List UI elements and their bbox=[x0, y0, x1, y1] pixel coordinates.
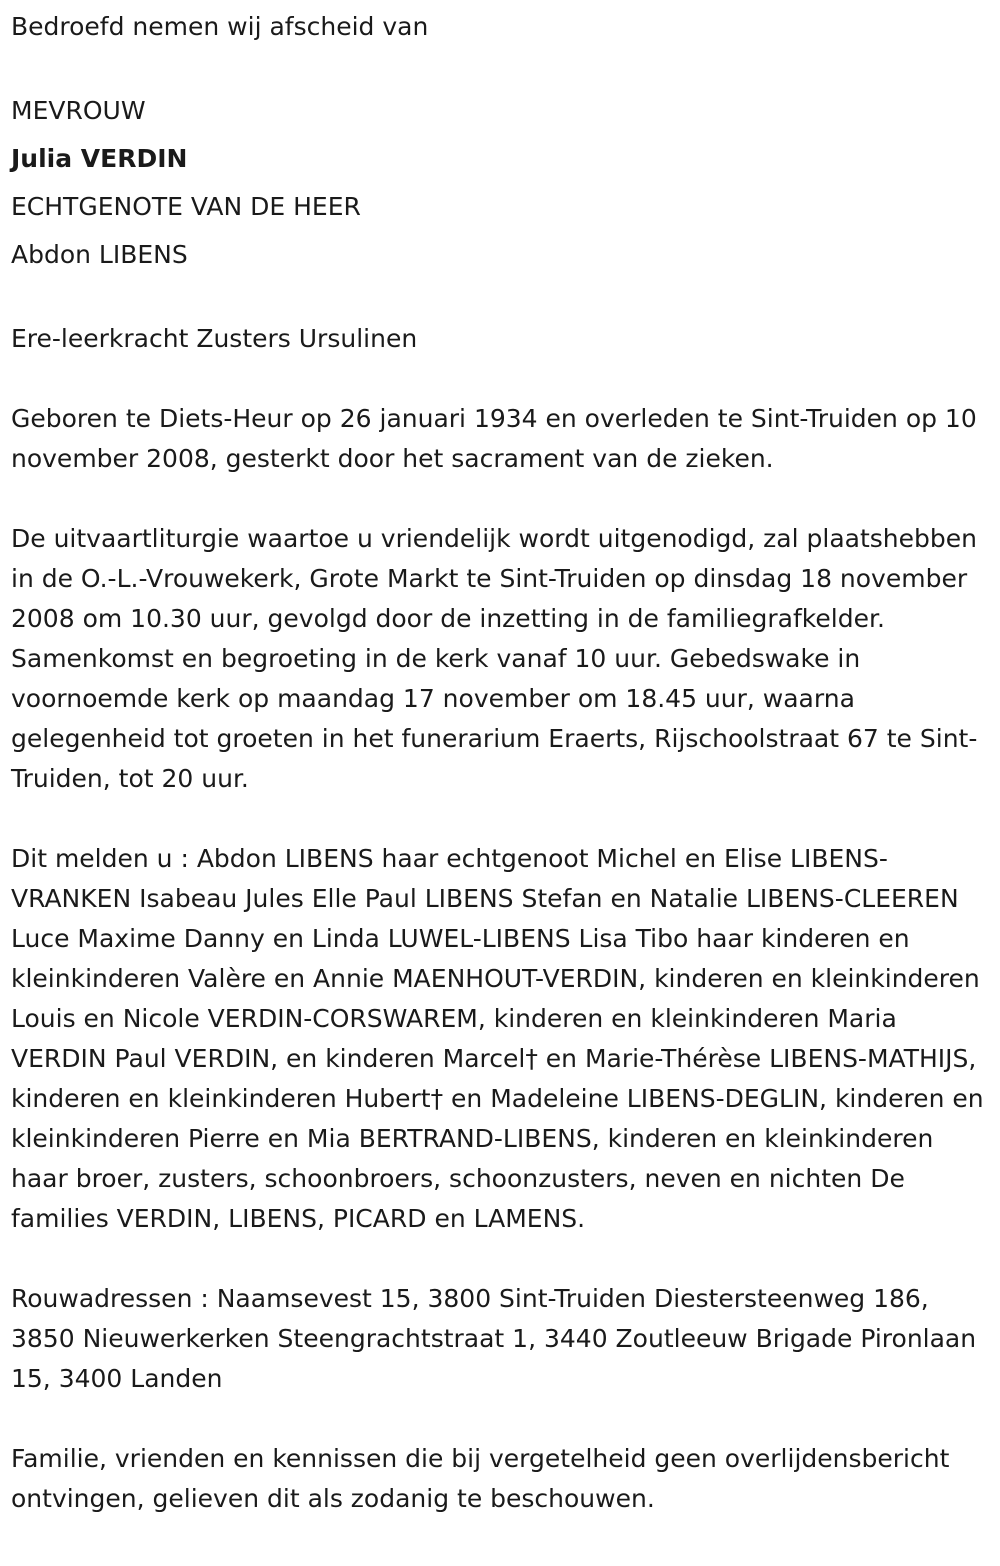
announcers-paragraph: Dit melden u : Abdon LIBENS haar echtgenoot Michel en Elise LIBENS-VRANKEN Isabeau Jules Elle Paul LIBENS Stefan en Natalie LIBENS-CLEEREN Luce Maxime Danny en Linda LUWEL-LIBENS Lisa Tibo haar kinderen en kleinkinderen Valère en Annie MAENHOUT-VERDIN, kinderen en kleinkinderen Louis en Nicole VERDIN-CORSWAREM, kinderen en kleinkinderen Maria VERDIN Paul VERDIN, en kinderen Marcel† en Marie-Thérèse LIBENS-MATHIJS, kinderen en kleinkinderen Hubert† en Madeleine LIBENS-DEGLIN, kinderen en kleinkinderen Pierre en Mia BERTRAND-LIBENS, kinderen en kleinkinderen haar broer, zusters, schoonbroers, schoonzusters, neven en nichten De families VERDIN, LIBENS, PICARD en LAMENS. bbox=[11, 844, 984, 1233]
intro-text: Bedroefd nemen wij afscheid van bbox=[11, 12, 429, 41]
spouse-label: ECHTGENOTE VAN DE HEER bbox=[11, 192, 361, 221]
funeral-paragraph: De uitvaartliturgie waartoe u vriendelijk wordt uitgenodigd, zal plaatshebben in de O.-L.-Vrouwekerk, Grote Markt te Sint-Truiden op dinsdag 18 november 2008 om 10.30 uur, gevolgd door de inzetting in de familiegrafkelder. Samenkomst en begroeting in de kerk vanaf 10 uur. Gebedswake in voornoemde kerk op maandag 17 november om 18.45 uur, waarna gelegenheid tot groeten in het funerarium Eraerts, Rijschoolstraat 67 te Sint-Truiden, tot 20 uur. bbox=[11, 524, 978, 793]
spouse-name: Abdon LIBENS bbox=[11, 240, 188, 269]
title-prefix: MEVROUW bbox=[11, 96, 146, 125]
addresses-paragraph: Rouwadressen : Naamsevest 15, 3800 Sint-Truiden Diestersteenweg 186, 3850 Nieuwerkerken Steengrachtstraat 1, 3440 Zoutleeuw Brigade Pironlaan 15, 3400 Landen bbox=[11, 1284, 977, 1393]
occupation-text: Ere-leerkracht Zusters Ursulinen bbox=[11, 324, 418, 353]
closing-paragraph: Familie, vrienden en kennissen die bij vergetelheid geen overlijdensbericht ontvingen, gelieven dit als zodanig te beschouwen. bbox=[11, 1444, 950, 1513]
birth-death-paragraph: Geboren te Diets-Heur op 26 januari 1934 en overleden te Sint-Truiden op 10 november 2008, gesterkt door het sacrament van de zieken. bbox=[11, 404, 977, 473]
obituary-document bbox=[11, 7, 993, 1519]
deceased-name: Julia VERDIN bbox=[11, 144, 188, 173]
